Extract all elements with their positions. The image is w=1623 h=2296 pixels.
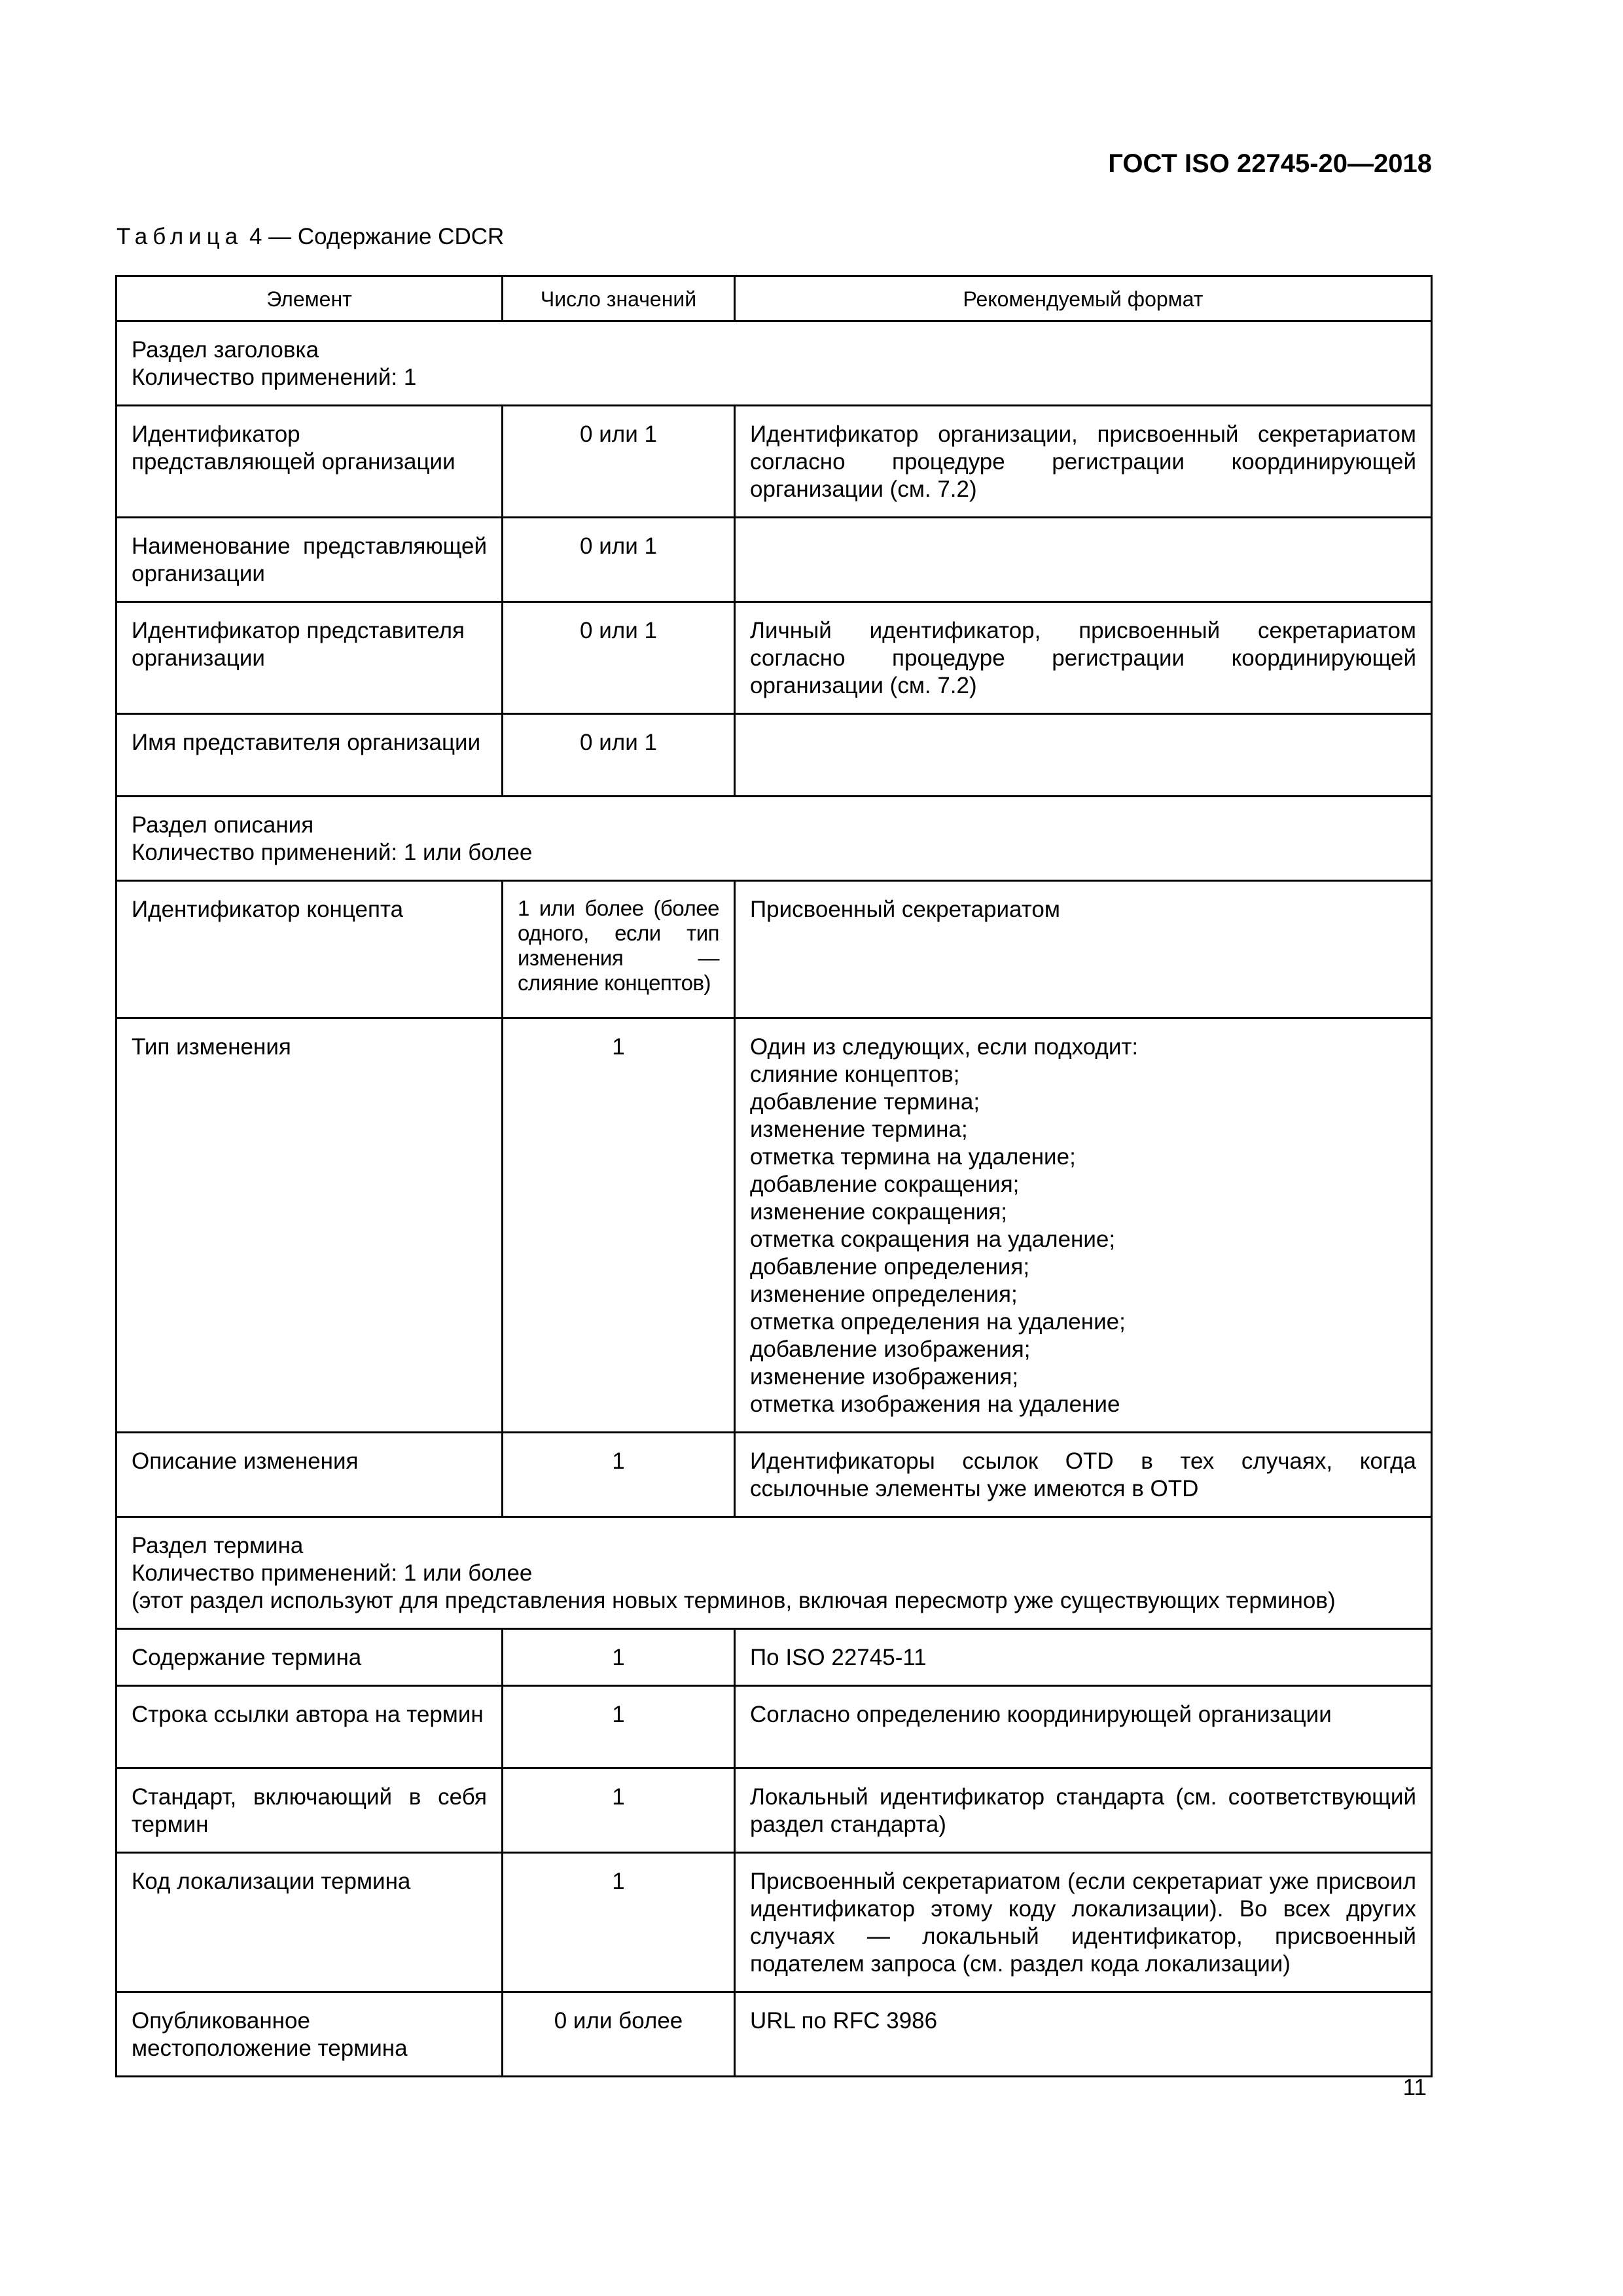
element-cell: Содержание термина bbox=[116, 1629, 503, 1686]
format-cell bbox=[735, 518, 1432, 602]
count-cell: 1 или более (более одного, если тип изменения — слияние концептов) bbox=[503, 881, 735, 1018]
element-cell: Описание изменения bbox=[116, 1433, 503, 1517]
column-header-element: Элемент bbox=[116, 276, 503, 321]
table-row bbox=[116, 881, 1432, 1018]
column-header-format: Рекомендуемый формат bbox=[735, 276, 1432, 321]
count-cell: 0 или 1 bbox=[503, 406, 735, 518]
format-cell bbox=[735, 714, 1432, 797]
element-cell: Строка ссылки автора на термин bbox=[116, 1686, 503, 1768]
column-header-count: Число значений bbox=[503, 276, 735, 321]
table-row bbox=[116, 1018, 1432, 1433]
change-type-option: отметка изображения на удаление bbox=[750, 1391, 1120, 1417]
change-type-option: изменение термина; bbox=[750, 1117, 968, 1142]
change-type-option: изменение сокращения; bbox=[750, 1199, 1008, 1225]
count-cell: 0 или более bbox=[503, 1992, 735, 2077]
change-type-option: добавление изображения; bbox=[750, 1336, 1031, 1362]
section-title-cell bbox=[116, 797, 1432, 881]
section-title-cell bbox=[116, 1517, 1432, 1629]
format-cell: URL по RFC 3986 bbox=[735, 1992, 1432, 2077]
section-row-description bbox=[116, 797, 1432, 881]
change-type-intro: Один из следующих, если подходит: bbox=[750, 1034, 1139, 1060]
table-row bbox=[116, 714, 1432, 797]
table-row bbox=[116, 1853, 1432, 1992]
count-cell: 1 bbox=[503, 1629, 735, 1686]
count-cell: 1 bbox=[503, 1768, 735, 1853]
section-note: (этот раздел используют для представления новых терминов, включая пересмотр уже существующих терминов) bbox=[132, 1588, 1336, 1613]
table-row bbox=[116, 406, 1432, 518]
table-caption bbox=[116, 224, 504, 250]
change-type-option: изменение определения; bbox=[750, 1282, 1018, 1307]
table-row bbox=[116, 602, 1432, 714]
section-row-header bbox=[116, 321, 1432, 406]
caption-label: Таблица bbox=[116, 224, 243, 249]
caption-dash: — bbox=[268, 224, 292, 249]
element-cell: Имя представителя организации bbox=[116, 714, 503, 797]
count-cell: 0 или 1 bbox=[503, 518, 735, 602]
change-type-option: отметка определения на удаление; bbox=[750, 1309, 1126, 1335]
page-number: 11 bbox=[1402, 2075, 1427, 2100]
change-type-option: слияние концептов; bbox=[750, 1062, 960, 1087]
format-cell: Локальный идентификатор стандарта (см. соответствующий раздел стандарта) bbox=[735, 1768, 1432, 1853]
count-cell: 1 bbox=[503, 1853, 735, 1992]
change-type-option: добавление термина; bbox=[750, 1089, 980, 1115]
element-cell: Наименование представляющей организации bbox=[116, 518, 503, 602]
section-usage: Количество применений: 1 bbox=[132, 365, 417, 390]
table-row bbox=[116, 1992, 1432, 2077]
element-cell: Код локализации термина bbox=[116, 1853, 503, 1992]
format-cell: Согласно определению координирующей организации bbox=[735, 1686, 1432, 1768]
element-cell: Стандарт, включающий в себя термин bbox=[116, 1768, 503, 1853]
format-cell: Присвоенный секретариатом (если секретариат уже присвоил идентификатор этому коду локализации). Во всех других случаях — локальный идентификатор, присвоенный подателем запроса (см. раздел кода локализации) bbox=[735, 1853, 1432, 1992]
format-cell: Идентификатор организации, присвоенный секретариатом согласно процедуре регистрации координирующей организации (см. 7.2) bbox=[735, 406, 1432, 518]
change-type-option: добавление сокращения; bbox=[750, 1172, 1020, 1197]
table-row bbox=[116, 1433, 1432, 1517]
count-cell: 1 bbox=[503, 1018, 735, 1433]
table-row bbox=[116, 1768, 1432, 1853]
format-cell: Идентификаторы ссылок OTD в тех случаях, когда ссылочные элементы уже имеются в OTD bbox=[735, 1433, 1432, 1517]
count-cell: 1 bbox=[503, 1433, 735, 1517]
section-usage: Количество применений: 1 или более bbox=[132, 840, 533, 865]
table-row bbox=[116, 1686, 1432, 1768]
element-cell: Опубликованное местоположение термина bbox=[116, 1992, 503, 2077]
table-header-row bbox=[116, 276, 1432, 321]
element-cell: Идентификатор концепта bbox=[116, 881, 503, 1018]
count-cell: 1 bbox=[503, 1686, 735, 1768]
section-name: Раздел описания bbox=[132, 812, 314, 838]
table-row bbox=[116, 1629, 1432, 1686]
caption-title: Содержание CDCR bbox=[297, 224, 505, 249]
section-title-cell bbox=[116, 321, 1432, 406]
change-type-option: отметка термина на удаление; bbox=[750, 1144, 1076, 1170]
element-cell: Тип изменения bbox=[116, 1018, 503, 1433]
table-row bbox=[116, 518, 1432, 602]
section-row-term bbox=[116, 1517, 1432, 1629]
cdcr-content-table bbox=[115, 275, 1433, 2077]
caption-number: 4 bbox=[249, 224, 262, 249]
format-cell bbox=[735, 1018, 1432, 1433]
format-cell: Личный идентификатор, присвоенный секретариатом согласно процедуре регистрации координирующей организации (см. 7.2) bbox=[735, 602, 1432, 714]
change-type-option: отметка сокращения на удаление; bbox=[750, 1227, 1116, 1252]
section-usage: Количество применений: 1 или более bbox=[132, 1560, 533, 1586]
format-cell: Присвоенный секретариатом bbox=[735, 881, 1432, 1018]
format-cell: По ISO 22745-11 bbox=[735, 1629, 1432, 1686]
change-type-option: изменение изображения; bbox=[750, 1364, 1019, 1390]
section-name: Раздел заголовка bbox=[132, 337, 319, 363]
document-code: ГОСТ ISO 22745-20—2018 bbox=[1108, 149, 1432, 178]
section-name: Раздел термина bbox=[132, 1533, 304, 1558]
element-cell: Идентификатор представляющей организации bbox=[116, 406, 503, 518]
element-cell: Идентификатор представителя организации bbox=[116, 602, 503, 714]
count-cell: 0 или 1 bbox=[503, 602, 735, 714]
change-type-option: добавление определения; bbox=[750, 1254, 1030, 1280]
count-cell: 0 или 1 bbox=[503, 714, 735, 797]
